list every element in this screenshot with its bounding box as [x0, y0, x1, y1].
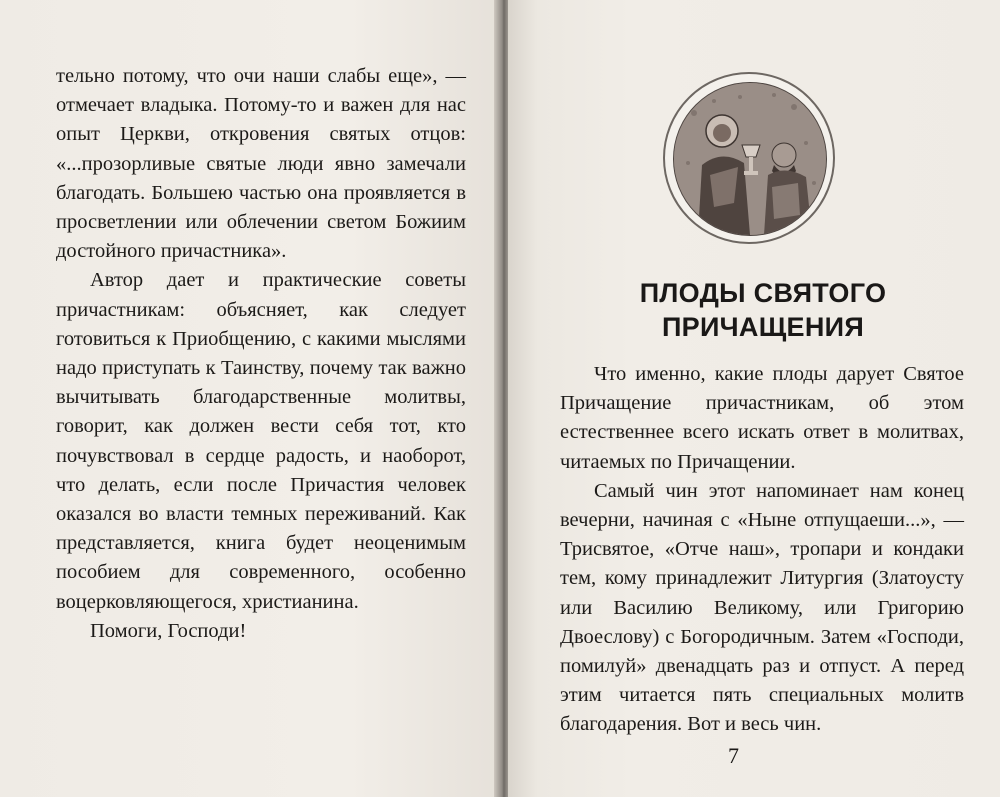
- mosaic-icon: [674, 83, 826, 235]
- chapter-heading-line-1: ПЛОДЫ СВЯТОГО: [639, 278, 887, 308]
- icon-medallion: [663, 72, 835, 244]
- communion-icon-image: [673, 82, 827, 236]
- right-page-text: [560, 360, 964, 740]
- chapter-heading: [588, 276, 938, 344]
- page-number: 7: [728, 743, 739, 768]
- left-paragraph-continued: тельно потому, что очи наши слабы еще», — отмечает владыка. Потому-то и важен для нас опыт Церкви, откровения святых отцов: «...прозорливые святые люди явно замечали благодать. Большею частью она проявляется в просветлении или облечении светом Божиим достойного причастника».: [56, 65, 466, 263]
- left-paragraph-closing: Помоги, Господи!: [90, 619, 247, 642]
- chapter-heading-line-2: ПРИЧАЩЕНИЯ: [661, 312, 865, 342]
- right-paragraph-fruits: Что именно, какие плоды дарует Святое Причащение причастникам, об этом естественнее всего искать ответ в молитвах, читаемых по Причащении.: [560, 363, 964, 473]
- right-paragraph-rite: Самый чин этот напоминает нам конец вечерни, начиная с «Ныне отпущаеши...», — Трисвятое, «Отче наш», тропари и кондаки тем, кому принадлежит Литургия (Златоусту или Василию Великому, или Григорию Двоеслову) с Богородичным. Затем «Господи, помилуй» двенадцать раз и отпуст. А перед этим читается пять специальных молитв благодарения. Вот и весь чин.: [560, 479, 964, 736]
- left-page-text: [56, 62, 466, 646]
- left-page: [0, 0, 498, 797]
- right-page: [508, 0, 1000, 797]
- left-paragraph-advice: Автор дает и практические советы причастникам: объясняет, как следует готовиться к Приобщению, с какими мыслями надо приступать к Таинству, почему так важно вычитывать благодарственные молитвы, говорит, как должен вести себя тот, кто почувствовал в сердце радость, и наоборот, что делать, если после Причастия человек оказался во власти темных переживаний. Как представляется, книга будет неоценимым пособием для современного, особенно воцерковляющегося, христианина.: [56, 269, 466, 613]
